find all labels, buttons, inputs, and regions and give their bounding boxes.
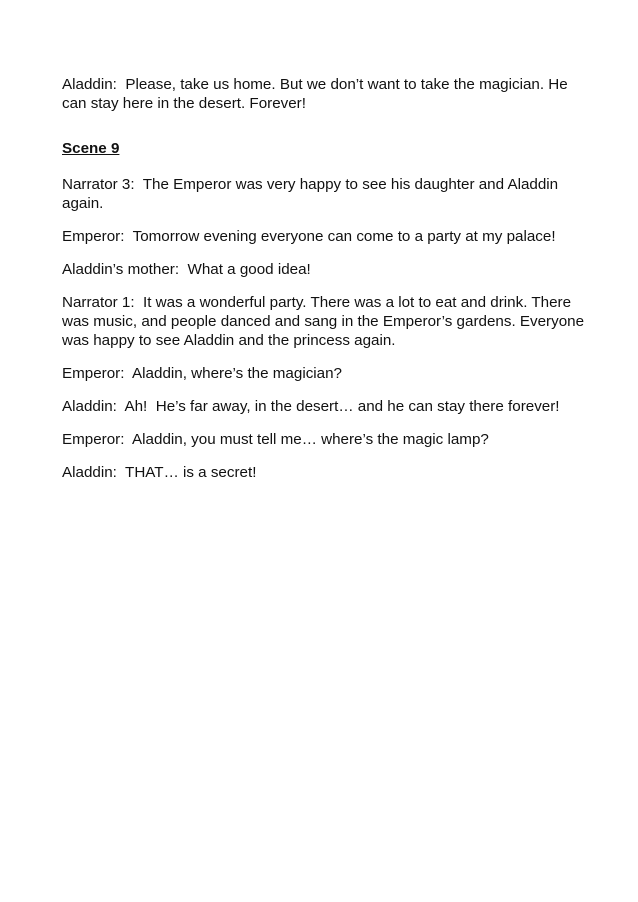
dialogue-line: Aladdin: THAT… is a secret! [62,464,257,481]
dialogue-line: Narrator 3: The Emperor was very happy to see his daughter and Aladdin again. [62,176,563,212]
scene-heading: Scene 9 [62,140,120,157]
dialogue-line: Aladdin’s mother: What a good idea! [62,261,311,278]
dialogue-line: Narrator 1: It was a wonderful party. There was a lot to eat and drink. There was music, and people danced and sang in the Emperor’s gardens. Everyone was happy to see Aladdin and the princess again. [62,294,589,349]
document-page [62,75,592,496]
dialogue-line: Aladdin: Ah! He’s far away, in the desert… and he can stay there forever! [62,398,560,415]
dialogue-line: Emperor: Tomorrow evening everyone can come to a party at my palace! [62,228,556,245]
dialogue-line: Emperor: Aladdin, where’s the magician? [62,365,342,382]
dialogue-line: Emperor: Aladdin, you must tell me… where’s the magic lamp? [62,431,489,448]
opening-dialogue-line: Aladdin: Please, take us home. But we don’t want to take the magician. He can stay here in the desert. Forever! [62,76,572,112]
